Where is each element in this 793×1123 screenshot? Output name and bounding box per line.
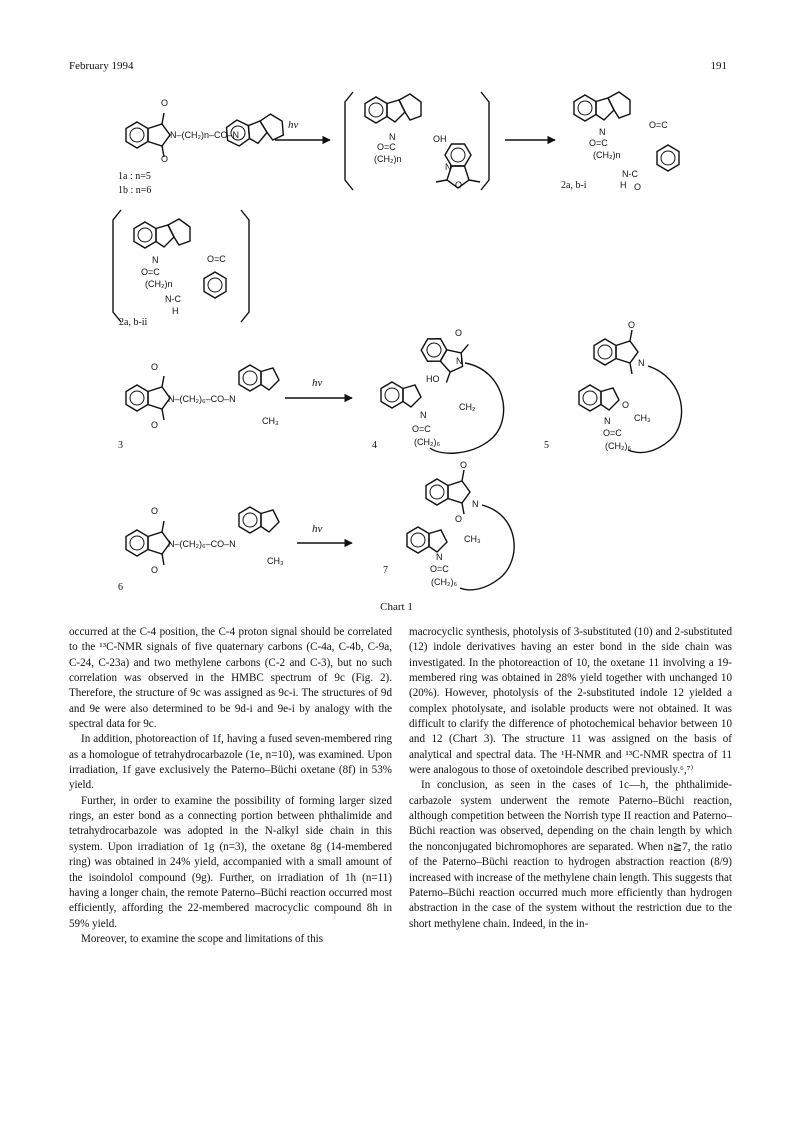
intermediate-bracket bbox=[345, 92, 489, 190]
paragraph: occurred at the C-4 position, the C-4 proton signal should be correlated to the ¹³C-NMR signals of five quaternary carbons (C-4a, C-4b, C-9a, C-24, C-23a) and two methylene carbons (C-2 and C-3), but no such correlation was observed in the HMBC spectrum of 9c (Fig. 2). Therefore, the structure of 9c was assigned as 9c-i. The structures of 9d and 9e were also determined to be 9d-i and 9e-i by analogy with the spectral data for 9c. bbox=[69, 626, 392, 731]
hv-label-3: hν bbox=[312, 377, 323, 389]
label-6: 6 bbox=[118, 582, 123, 593]
label-2ab-ii: 2a, b-ii bbox=[119, 317, 148, 328]
svg-text:N: N bbox=[638, 358, 645, 368]
paragraph: In addition, photoreaction of 1f, having a fused seven-membered ring as a homologue of tetrahydrocarbazole (1e, n=10), was examined. Upon irradiation, 1f gave exclusively the Paterno–Büchi oxetane (8f) in 53% yield. bbox=[69, 733, 392, 792]
svg-text:(CH₂)n: (CH₂)n bbox=[374, 154, 402, 164]
left-column bbox=[69, 625, 392, 947]
svg-text:O=C: O=C bbox=[377, 142, 396, 152]
label-5: 5 bbox=[544, 440, 549, 451]
paragraph: Moreover, to examine the scope and limitations of this bbox=[81, 932, 324, 945]
svg-text:O: O bbox=[634, 182, 642, 192]
structure-7 bbox=[383, 460, 514, 590]
svg-text:N: N bbox=[472, 499, 479, 509]
svg-text:(CH₂)₆: (CH₂)₆ bbox=[605, 441, 632, 451]
label-2ab-i: 2a, b-i bbox=[561, 180, 587, 191]
hv-label-4: hν bbox=[312, 523, 323, 535]
svg-text:OH: OH bbox=[433, 134, 447, 144]
svg-text:N: N bbox=[599, 127, 606, 137]
paragraph: In conclusion, as seen in the cases of 1c—h, the phthalimide-carbazole system underwent the remote Paterno–Büchi reaction, although competition between the Norrish type II reaction and Paterno–Büchi reaction was observed, depending on the chain length by which the nonconjugated bichromophores are separated. When n≧7, the ratio of the Paterno–Büchi reaction to hydrogen abstraction reaction (8/9) increased with increase of the methylene chain length. This suggests that Paterno–Büchi reaction occurred much more efficiently than hydrogen abstraction in the case of the system without the restriction due to the short methylene chain. Indeed, in the in- bbox=[409, 779, 732, 930]
svg-text:CH₃: CH₃ bbox=[262, 416, 279, 426]
svg-text:O: O bbox=[151, 506, 159, 516]
svg-text:O: O bbox=[622, 400, 630, 410]
svg-text:O=C: O=C bbox=[589, 138, 608, 148]
page-number: 191 bbox=[710, 60, 727, 72]
structure-3 bbox=[118, 362, 279, 451]
paragraph: Further, in order to examine the possibility of forming larger sized rings, an ester bond as a connecting portion between phthalimide and tetrahydrocarbazole was adopted in the N-alkyl side chain in this system. Upon irradiation of 1g (n=3), the oxetane 8g (14-membered ring) was obtained in 24% yield, accompanied with a small amount of the isoindolol compound (9g). Further, on irradiation of 1h (n=11) having a longer chain, the remote Paterno–Büchi reaction occurred most efficiently, affording the 22-membered macrocyclic compound 8h in 59% yield. bbox=[69, 794, 392, 930]
chart-caption: Chart 1 bbox=[380, 601, 413, 613]
structure-5 bbox=[544, 320, 682, 453]
svg-text:N: N bbox=[152, 255, 159, 265]
svg-text:HO: HO bbox=[426, 374, 440, 384]
label-4: 4 bbox=[372, 440, 377, 451]
right-column bbox=[409, 625, 732, 932]
svg-text:N: N bbox=[456, 356, 463, 366]
svg-text:O: O bbox=[455, 180, 463, 190]
svg-text:N–(CH₂)₆–CO–N: N–(CH₂)₆–CO–N bbox=[168, 394, 236, 404]
svg-text:(CH₂)n: (CH₂)n bbox=[145, 279, 173, 289]
label-1b: 1b : n=6 bbox=[118, 185, 152, 196]
structure-2-ii bbox=[113, 210, 249, 328]
svg-text:O=C: O=C bbox=[649, 120, 668, 130]
svg-text:O: O bbox=[455, 514, 463, 524]
svg-text:N: N bbox=[389, 132, 396, 142]
svg-text:O=C: O=C bbox=[430, 564, 449, 574]
running-header-date: February 1994 bbox=[69, 60, 134, 72]
chain-label-1: N–(CH₂)n–CO–N bbox=[170, 130, 240, 140]
svg-text:CH₂: CH₂ bbox=[459, 402, 476, 412]
svg-text:N: N bbox=[604, 416, 611, 426]
svg-text:O=C: O=C bbox=[141, 267, 160, 277]
svg-text:O: O bbox=[151, 565, 159, 575]
svg-text:CH₃: CH₃ bbox=[464, 534, 481, 544]
svg-text:O: O bbox=[161, 154, 169, 164]
svg-text:O: O bbox=[161, 98, 169, 108]
structure-6 bbox=[118, 506, 284, 593]
hv-label-1: hν bbox=[288, 119, 299, 131]
svg-text:N–(CH₂)₆–CO–N: N–(CH₂)₆–CO–N bbox=[168, 539, 236, 549]
label-3: 3 bbox=[118, 440, 123, 451]
svg-text:N: N bbox=[445, 162, 452, 172]
svg-text:CH₃: CH₃ bbox=[634, 413, 651, 423]
label-1a: 1a : n=5 bbox=[118, 171, 151, 182]
svg-text:N-C: N-C bbox=[165, 294, 181, 304]
svg-text:H: H bbox=[620, 180, 627, 190]
structure-4 bbox=[372, 325, 504, 453]
structure-2-i bbox=[561, 92, 679, 192]
svg-text:(CH₂)₆: (CH₂)₆ bbox=[414, 437, 441, 447]
svg-text:(CH₂)n: (CH₂)n bbox=[593, 150, 621, 160]
label-7: 7 bbox=[383, 565, 388, 576]
svg-text:O: O bbox=[151, 420, 159, 430]
svg-text:N: N bbox=[420, 410, 427, 420]
paragraph: macrocyclic synthesis, photolysis of 3-substituted (10) and 2-substituted (12) indole derivatives having an ester bond in the side chain was investigated. In the photoreaction of 10, the oxetane 11 involving a 19-membered ring was obtained in 28% yield together with unchanged 10 (20%). However, photolysis of the 2-substituted indole 12 yielded a complex photolysate, and isolable products were not obtained. It was difficult to clarify the difference of photochemical behavior between 10 and 12 (Chart 3). The structure 11 was assigned on the basis of analytical and spectral data. The ¹H-NMR and ¹³C-NMR spectra of 11 were analogous to those of oxetoindole described previously.⁶,⁷⁾ bbox=[409, 626, 732, 777]
svg-text:O=C: O=C bbox=[603, 428, 622, 438]
svg-text:O: O bbox=[455, 328, 463, 338]
svg-text:N: N bbox=[436, 552, 443, 562]
structure-1 bbox=[126, 98, 284, 164]
svg-text:N-C: N-C bbox=[622, 169, 638, 179]
svg-text:O: O bbox=[460, 460, 468, 470]
svg-text:(CH₂)₆: (CH₂)₆ bbox=[431, 577, 458, 587]
svg-text:CH₃: CH₃ bbox=[267, 556, 284, 566]
svg-text:O=C: O=C bbox=[207, 254, 226, 264]
svg-text:H: H bbox=[172, 306, 179, 316]
svg-text:O: O bbox=[628, 320, 636, 330]
svg-text:O=C: O=C bbox=[412, 424, 431, 434]
svg-text:O: O bbox=[151, 362, 159, 372]
